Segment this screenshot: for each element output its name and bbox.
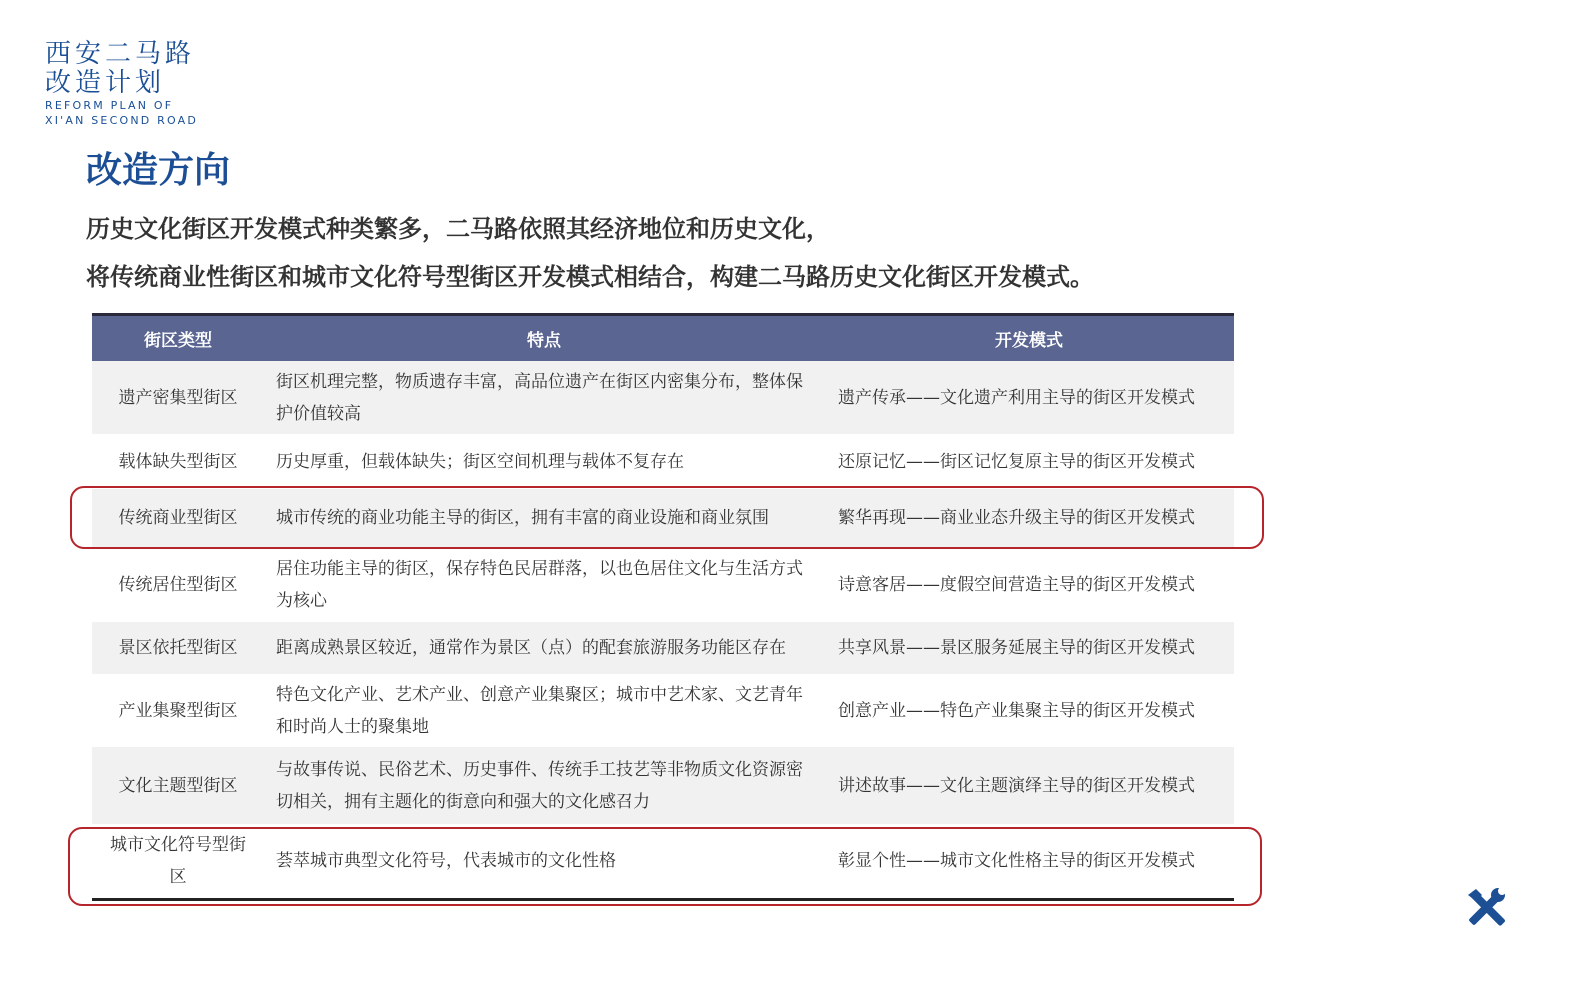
tools-icon [1465, 887, 1507, 929]
table-row [92, 674, 1234, 747]
row-feature: 历史厚重，但载体缺失；街区空间机理与载体不复存在 [264, 434, 824, 489]
row-type: 景区依托型街区 [92, 622, 264, 674]
row-mode: 繁华再现——商业业态升级主导的街区开发模式 [824, 489, 1234, 547]
row-type: 城市文化符号型街区 [92, 824, 264, 899]
logo [45, 40, 198, 128]
row-mode: 共享风景——景区服务延展主导的街区开发模式 [824, 622, 1234, 674]
row-feature: 居住功能主导的街区，保存特色民居群落，以也色居住文化与生活方式为核心 [264, 547, 824, 622]
row-mode: 创意产业——特色产业集聚主导的街区开发模式 [824, 674, 1234, 747]
row-feature: 荟萃城市典型文化符号，代表城市的文化性格 [264, 824, 824, 899]
row-type: 文化主题型街区 [92, 747, 264, 824]
logo-en-line2: XI'AN SECOND ROAD [45, 114, 199, 127]
row-type: 产业集聚型街区 [92, 674, 264, 747]
header-mode: 开发模式 [824, 315, 1234, 362]
highlight-cultural-symbol-row [68, 827, 1262, 906]
row-feature: 城市传统的商业功能主导的街区，拥有丰富的商业设施和商业氛围 [264, 489, 824, 547]
row-type: 载体缺失型街区 [92, 434, 264, 489]
district-table [92, 313, 1234, 901]
row-mode: 讲述故事——文化主题演绎主导的街区开发模式 [824, 747, 1234, 824]
logo-cn-line1: 西安二马路 [45, 39, 196, 69]
table-header-row [92, 315, 1234, 362]
row-mode: 诗意客居——度假空间营造主导的街区开发模式 [824, 547, 1234, 622]
row-type: 传统居住型街区 [92, 547, 264, 622]
table-row [92, 547, 1234, 622]
intro-text [86, 205, 1094, 301]
row-mode: 彰显个性——城市文化性格主导的街区开发模式 [824, 824, 1234, 899]
page-title: 改造方向 [86, 150, 231, 191]
table-row [92, 747, 1234, 824]
table-row [92, 434, 1234, 489]
logo-en-line1: REFORM PLAN OF [45, 99, 174, 112]
header-type: 街区类型 [92, 315, 264, 362]
row-feature: 距离成熟景区较近，通常作为景区（点）的配套旅游服务功能区存在 [264, 622, 824, 674]
row-mode: 还原记忆——街区记忆复原主导的街区开发模式 [824, 434, 1234, 489]
logo-cn-line2: 改造计划 [45, 68, 166, 98]
row-feature: 街区机理完整，物质遗存丰富，高品位遗产在街区内密集分布，整体保护价值较高 [264, 361, 824, 434]
row-mode: 遗产传承——文化遗产利用主导的街区开发模式 [824, 361, 1234, 434]
intro-line-1: 历史文化街区开发模式种类繁多，二马路依照其经济地位和历史文化， [86, 215, 830, 243]
header-feature: 特点 [264, 315, 824, 362]
table-row [92, 622, 1234, 674]
row-type: 遗产密集型街区 [92, 361, 264, 434]
intro-line-2: 将传统商业性街区和城市文化符号型街区开发模式相结合，构建二马路历史文化街区开发模式。 [86, 263, 1094, 291]
highlight-commercial-row [70, 486, 1264, 549]
row-feature: 特色文化产业、艺术产业、创意产业集聚区；城市中艺术家、文艺青年和时尚人士的聚集地 [264, 674, 824, 747]
table-row [92, 361, 1234, 434]
row-type: 传统商业型街区 [92, 489, 264, 547]
row-feature: 与故事传说、民俗艺术、历史事件、传统手工技艺等非物质文化资源密切相关，拥有主题化的街意向和强大的文化感召力 [264, 747, 824, 824]
